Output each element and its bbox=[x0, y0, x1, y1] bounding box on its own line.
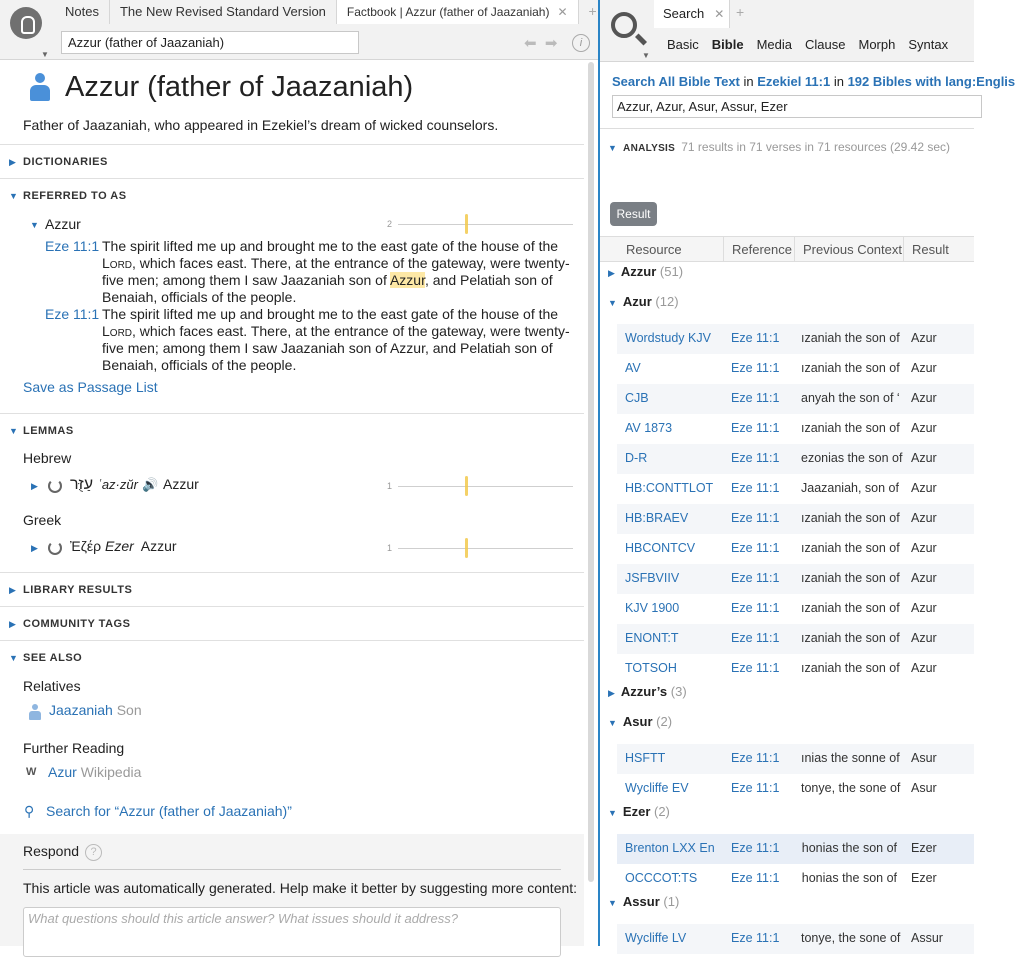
further-link[interactable]: Azur bbox=[48, 764, 77, 780]
previous-context: ızaniah the son of bbox=[801, 361, 900, 375]
further-reading-label: Further Reading bbox=[23, 740, 125, 756]
previous-context: ınias the sonne of bbox=[801, 751, 900, 765]
reference-link[interactable]: Eze 11:1 bbox=[731, 571, 780, 585]
collapse-triangle-icon: ▼ bbox=[608, 808, 617, 818]
analysis-summary[interactable] bbox=[608, 140, 950, 154]
back-arrow-icon[interactable]: ⬅ bbox=[524, 35, 537, 52]
search-query-input[interactable]: Azzur, Azur, Asur, Assur, Ezer bbox=[612, 95, 982, 118]
section-community-tags[interactable] bbox=[0, 606, 584, 640]
verse-text-part: , which faces east. There, at the entrance of the gateway, were twenty-five bbox=[102, 323, 570, 356]
search-toolbar bbox=[600, 0, 974, 62]
previous-context: honias the son of bbox=[801, 871, 897, 885]
resource-link[interactable]: ENONT:T bbox=[625, 631, 679, 645]
section-label: REFERRED TO AS bbox=[23, 190, 127, 202]
relative-relation: Son bbox=[116, 702, 142, 718]
reference-link[interactable]: Eze 11:1 bbox=[731, 361, 780, 375]
table-row[interactable] bbox=[617, 534, 974, 564]
lemma-count: 1 bbox=[387, 481, 393, 491]
lemma-refresh-icon[interactable] bbox=[48, 479, 62, 493]
previous-context: ızaniah the son of bbox=[801, 421, 900, 435]
group-count: (51) bbox=[659, 264, 684, 279]
mode-clause[interactable]: Clause bbox=[805, 37, 846, 52]
resource-link[interactable]: HB:BRAEV bbox=[625, 511, 689, 525]
group-name: Azzur bbox=[620, 264, 660, 279]
collection-dropdown[interactable]: 192 Bibles with lang:Englis bbox=[847, 74, 1015, 89]
section-label: COMMUNITY TAGS bbox=[23, 618, 131, 630]
resource-link[interactable]: D-R bbox=[625, 451, 648, 465]
lemma-count: 1 bbox=[387, 543, 393, 553]
reference-link[interactable]: Eze 11:1 bbox=[731, 451, 780, 465]
person-icon bbox=[29, 73, 51, 103]
section-referred-to-as[interactable] bbox=[0, 178, 584, 212]
result-value: Azur bbox=[911, 631, 937, 645]
collapse-triangle-icon: ▼ bbox=[9, 653, 19, 663]
reference-link[interactable]: Eze 11:1 bbox=[731, 511, 780, 525]
previous-context: Jaazaniah, son of bbox=[801, 481, 899, 495]
previous-context: ızaniah the son of bbox=[801, 661, 900, 675]
table-row[interactable] bbox=[617, 354, 974, 384]
hebrew-word bbox=[70, 476, 199, 494]
table-row[interactable] bbox=[617, 414, 974, 444]
result-group[interactable] bbox=[608, 294, 679, 309]
help-icon[interactable]: ? bbox=[85, 844, 102, 861]
table-row[interactable] bbox=[617, 594, 974, 624]
range-dropdown[interactable]: Ezekiel 11:1 bbox=[757, 74, 831, 89]
result-value: Azur bbox=[911, 421, 937, 435]
search-scope bbox=[612, 74, 1015, 89]
suggestion-textarea[interactable]: What questions should this article answer? What issues should it address? bbox=[23, 907, 561, 957]
sparkline-mark bbox=[465, 476, 468, 496]
result-value: Azur bbox=[911, 451, 937, 465]
lemma-refresh-icon[interactable] bbox=[48, 541, 62, 555]
verse-text-part: officials of the people. bbox=[161, 357, 297, 373]
expand-triangle-icon: ▶ bbox=[608, 688, 615, 698]
group-count: (3) bbox=[670, 684, 687, 699]
result-value: Azur bbox=[911, 361, 937, 375]
result-value: Azur bbox=[911, 571, 937, 585]
tab-label: The New Revised Standard Version bbox=[119, 4, 326, 19]
resource-link[interactable]: Wycliffe EV bbox=[625, 781, 689, 795]
hebrew-gloss: Azzur bbox=[163, 476, 199, 492]
reference-link[interactable]: Eze 11:1 bbox=[731, 481, 780, 495]
expand-triangle-icon[interactable]: ▶ bbox=[31, 543, 38, 553]
reference-link[interactable]: Eze 11:1 bbox=[731, 331, 780, 345]
reference-link[interactable]: Eze 11:1 bbox=[731, 391, 780, 405]
result-value: Azur bbox=[911, 541, 937, 555]
verse-text bbox=[102, 238, 572, 306]
resource-link[interactable]: OCCCOT:TS bbox=[625, 871, 698, 885]
sparkline bbox=[398, 224, 573, 225]
further-reading-item[interactable] bbox=[48, 764, 141, 780]
collapse-triangle-icon: ▼ bbox=[9, 191, 19, 201]
greek-word-text: Ἐζέρ bbox=[70, 538, 102, 554]
group-count: (2) bbox=[654, 804, 670, 819]
section-label: SEE ALSO bbox=[23, 652, 83, 664]
scope-word: in bbox=[739, 74, 758, 89]
reference-link[interactable]: Eze 11:1 bbox=[731, 841, 780, 855]
relative-item[interactable] bbox=[49, 702, 142, 718]
group-name: Ezer bbox=[622, 804, 654, 819]
mode-media[interactable]: Media bbox=[756, 37, 793, 52]
resource-link[interactable]: AV 1873 bbox=[625, 421, 673, 435]
resource-link[interactable]: CJB bbox=[625, 391, 649, 405]
resource-link[interactable]: TOTSOH bbox=[625, 661, 677, 675]
resource-link[interactable]: KJV 1900 bbox=[625, 601, 680, 615]
result-group[interactable] bbox=[608, 684, 687, 699]
verse-text-part: The spirit lifted me up and brought me to the east gate of the house of the bbox=[102, 238, 559, 254]
result-value: Azur bbox=[911, 601, 937, 615]
collapse-triangle-icon[interactable]: ▼ bbox=[30, 220, 39, 230]
result-value: Asur bbox=[911, 781, 937, 795]
factbook-lightbulb-icon[interactable] bbox=[10, 7, 42, 39]
result-value: Asur bbox=[911, 751, 937, 765]
highlighted-word: Azzur bbox=[389, 272, 425, 288]
new-tab-icon[interactable]: + bbox=[588, 3, 597, 19]
greek-label: Greek bbox=[23, 512, 62, 528]
group-count: (12) bbox=[655, 294, 679, 309]
resource-link[interactable]: JSFBVIIV bbox=[625, 571, 680, 585]
chevron-down-icon[interactable]: ▼ bbox=[642, 51, 650, 60]
reference-link[interactable]: Eze 11:1 bbox=[731, 931, 780, 945]
referred-count: 2 bbox=[387, 219, 393, 229]
respond-message: This article was automatically generated. Help make it better by suggesting more content: bbox=[23, 880, 578, 896]
section-library-results[interactable] bbox=[0, 572, 584, 606]
verse-lord: Lord bbox=[102, 255, 133, 271]
result-value: Azur bbox=[911, 661, 937, 675]
back-forward-arrows[interactable] bbox=[524, 34, 558, 52]
verse-text-part: men; among them I saw Jaazaniah son of bbox=[127, 272, 390, 288]
reference-link[interactable]: Eze 11:1 bbox=[731, 661, 780, 675]
previous-context: ızaniah the son of bbox=[801, 601, 900, 615]
tab-strip bbox=[55, 0, 607, 24]
previous-context: ızaniah the son of bbox=[801, 331, 900, 345]
result-value: Azur bbox=[911, 511, 937, 525]
verse-text-part: men; among them I saw Jaazaniah son of bbox=[127, 340, 390, 356]
chevron-down-icon[interactable]: ▼ bbox=[41, 50, 49, 59]
result-view-button[interactable]: Result bbox=[610, 202, 657, 226]
table-row[interactable] bbox=[617, 624, 974, 654]
tab-label: Search bbox=[663, 6, 705, 21]
greek-gloss: Azzur bbox=[140, 538, 177, 554]
result-value: Ezer bbox=[911, 871, 937, 885]
scrollbar[interactable] bbox=[588, 62, 594, 882]
audio-speaker-icon[interactable]: 🔊 bbox=[142, 477, 159, 492]
table-row[interactable] bbox=[617, 924, 974, 954]
new-tab-icon[interactable]: + bbox=[736, 4, 745, 20]
collapse-triangle-icon: ▼ bbox=[608, 143, 617, 153]
table-row[interactable] bbox=[617, 384, 974, 414]
mode-morph[interactable]: Morph bbox=[858, 37, 896, 52]
mode-bible[interactable]: Bible bbox=[711, 37, 744, 52]
search-icon[interactable] bbox=[611, 12, 637, 38]
verse-text bbox=[102, 306, 572, 374]
result-value: Azur bbox=[911, 481, 937, 495]
result-group[interactable] bbox=[608, 894, 679, 909]
verse-lord: Lord bbox=[102, 323, 133, 339]
section-see-also[interactable] bbox=[0, 640, 584, 674]
previous-context: ızaniah the son of bbox=[801, 631, 900, 645]
previous-context: ezonias the son of bbox=[801, 451, 903, 465]
resource-link[interactable]: Brenton LXX En bbox=[625, 841, 715, 855]
sparkline bbox=[398, 486, 573, 487]
group-count: (2) bbox=[656, 714, 673, 729]
resource-link[interactable]: HSFTT bbox=[625, 751, 666, 765]
verse-text-part: officials of the people. bbox=[161, 289, 297, 305]
mode-syntax[interactable]: Syntax bbox=[908, 37, 949, 52]
group-name: Assur bbox=[622, 894, 664, 909]
resource-link[interactable]: HBCONTCV bbox=[625, 541, 696, 555]
tab-nrsv[interactable] bbox=[110, 0, 337, 24]
tab-factbook[interactable] bbox=[337, 0, 579, 24]
resource-link[interactable]: AV bbox=[625, 361, 641, 375]
collapse-triangle-icon: ▼ bbox=[608, 298, 617, 308]
expand-triangle-icon: ▶ bbox=[608, 268, 615, 278]
greek-word bbox=[70, 538, 177, 554]
search-kind-dropdown[interactable]: Search All Bible Text bbox=[612, 74, 740, 89]
reference-link[interactable]: Eze 11:1 bbox=[731, 541, 780, 555]
result-value: Azur bbox=[911, 331, 937, 345]
expand-triangle-icon[interactable]: ▶ bbox=[31, 481, 38, 491]
previous-context: ızaniah the son of bbox=[801, 511, 900, 525]
verse-ref-link[interactable]: Eze 11:1 bbox=[45, 306, 100, 322]
tab-search[interactable] bbox=[654, 0, 730, 28]
close-icon[interactable]: ✕ bbox=[557, 5, 568, 19]
sparkline bbox=[398, 548, 573, 549]
table-row[interactable] bbox=[617, 474, 974, 504]
reference-link[interactable]: Eze 11:1 bbox=[731, 631, 780, 645]
relative-link[interactable]: Jaazaniah bbox=[49, 702, 113, 718]
section-lemmas[interactable] bbox=[0, 413, 584, 447]
previous-context: honias the son of bbox=[801, 841, 897, 855]
search-mode-tabs bbox=[667, 37, 948, 52]
close-icon[interactable]: ✕ bbox=[714, 7, 725, 21]
verse-text-part: Azzur bbox=[389, 340, 425, 356]
person-icon bbox=[29, 704, 41, 720]
sparkline-mark bbox=[465, 214, 468, 234]
hebrew-label: Hebrew bbox=[23, 450, 72, 466]
referred-name: Azzur bbox=[45, 216, 81, 232]
table-row[interactable] bbox=[617, 744, 974, 774]
divider bbox=[23, 869, 561, 870]
forward-arrow-icon[interactable]: ➡ bbox=[544, 35, 558, 52]
result-group[interactable] bbox=[608, 804, 670, 819]
search-icon: ⚲ bbox=[24, 803, 35, 819]
previous-context: ızaniah the son of bbox=[801, 541, 900, 555]
tab-notes[interactable] bbox=[55, 0, 110, 24]
result-value: Assur bbox=[911, 931, 943, 945]
previous-context: tonye, the sone of bbox=[801, 931, 901, 945]
result-value: Ezer bbox=[911, 841, 937, 855]
group-name: Asur bbox=[622, 714, 657, 729]
hebrew-word-text: עַזֻּר bbox=[70, 476, 94, 493]
search-pane bbox=[600, 0, 1015, 946]
factbook-toolbar bbox=[0, 0, 598, 60]
respond-label: Respond bbox=[23, 843, 80, 859]
verse-text-part: , which faces east. There, at the entrance of the gateway, were twenty-five bbox=[102, 255, 570, 288]
column-header-resource[interactable]: Resource bbox=[626, 242, 682, 257]
table-row[interactable] bbox=[617, 324, 974, 354]
collapse-triangle-icon: ▼ bbox=[9, 426, 19, 436]
section-label: LEMMAS bbox=[23, 425, 74, 437]
factbook-search-input[interactable]: Azzur (father of Jaazaniah) bbox=[61, 31, 359, 54]
analysis-summary-text: 71 results in 71 verses in 71 resources (29.42 sec) bbox=[681, 140, 951, 154]
collapse-triangle-icon: ▼ bbox=[608, 898, 617, 908]
page-title: Azzur (father of Jaazaniah) bbox=[65, 71, 414, 103]
previous-context: ızaniah the son of bbox=[801, 571, 900, 585]
mode-basic[interactable]: Basic bbox=[667, 37, 699, 52]
reference-link[interactable]: Eze 11:1 bbox=[731, 421, 780, 435]
greek-translit: Ezer bbox=[104, 538, 134, 554]
previous-context: anyah the son of ‘ bbox=[801, 391, 900, 405]
expand-triangle-icon: ▶ bbox=[9, 619, 17, 629]
table-row[interactable] bbox=[617, 444, 974, 474]
table-row[interactable] bbox=[617, 564, 974, 594]
hebrew-translit: ʿaz·zŭr bbox=[97, 477, 138, 492]
table-row[interactable] bbox=[617, 864, 974, 894]
column-header-result[interactable]: Result bbox=[912, 242, 949, 257]
previous-context: tonye, the sone of bbox=[801, 781, 901, 795]
section-dictionaries[interactable] bbox=[0, 144, 584, 178]
column-header-reference[interactable]: Reference bbox=[732, 242, 792, 257]
verse-text-part: , and Pelatiah son of Benaiah, bbox=[102, 340, 553, 373]
tab-label: Factbook | Azzur (father of Jaazaniah) bbox=[346, 5, 550, 19]
relatives-label: Relatives bbox=[23, 678, 81, 694]
group-name: Azur bbox=[622, 294, 656, 309]
expand-triangle-icon: ▶ bbox=[9, 157, 17, 167]
table-row[interactable] bbox=[617, 774, 974, 804]
verse-text-part: , and Pelatiah son of Benaiah, bbox=[102, 272, 553, 305]
search-for-link[interactable]: Search for “Azzur (father of Jaazaniah)” bbox=[46, 803, 292, 819]
section-label: DICTIONARIES bbox=[23, 156, 108, 168]
wikipedia-icon: W bbox=[26, 766, 37, 778]
reference-link[interactable]: Eze 11:1 bbox=[731, 781, 780, 795]
column-header-previous-context[interactable]: Previous Context bbox=[803, 242, 902, 257]
verse-text-part: The spirit lifted me up and brought me to the east gate of the house of the bbox=[102, 306, 559, 322]
page-subtitle: Father of Jaazaniah, who appeared in Ezekiel’s dream of wicked counselors. bbox=[23, 117, 499, 133]
expand-triangle-icon: ▶ bbox=[9, 585, 17, 595]
group-name: Azzur’s bbox=[620, 684, 671, 699]
resource-link[interactable]: Wycliffe LV bbox=[625, 931, 687, 945]
collapse-triangle-icon: ▼ bbox=[608, 718, 617, 728]
section-label: LIBRARY RESULTS bbox=[23, 584, 133, 596]
reference-link[interactable]: Eze 11:1 bbox=[731, 751, 780, 765]
results-table-header bbox=[600, 236, 974, 262]
tab-label: Notes bbox=[65, 4, 99, 19]
analysis-label: ANALYSIS bbox=[623, 143, 676, 154]
sparkline-mark bbox=[465, 538, 468, 558]
result-group[interactable] bbox=[608, 714, 672, 729]
result-value: Azur bbox=[911, 391, 937, 405]
resource-link[interactable]: Wordstudy KJV bbox=[625, 331, 711, 345]
reference-link[interactable]: Eze 11:1 bbox=[731, 601, 780, 615]
reference-link[interactable]: Eze 11:1 bbox=[731, 871, 780, 885]
divider bbox=[600, 128, 974, 129]
table-row[interactable] bbox=[617, 654, 974, 684]
group-count: (1) bbox=[663, 894, 680, 909]
info-icon[interactable]: i bbox=[572, 34, 590, 52]
save-passage-list-link[interactable]: Save as Passage List bbox=[23, 379, 158, 395]
table-row[interactable] bbox=[617, 504, 974, 534]
scope-word: in bbox=[830, 74, 848, 89]
verse-ref-link[interactable]: Eze 11:1 bbox=[45, 238, 100, 254]
result-group[interactable] bbox=[608, 264, 683, 279]
table-row[interactable] bbox=[617, 834, 974, 864]
respond-heading bbox=[23, 843, 102, 861]
further-source: Wikipedia bbox=[80, 764, 142, 780]
resource-link[interactable]: HB:CONTTLOT bbox=[625, 481, 714, 495]
